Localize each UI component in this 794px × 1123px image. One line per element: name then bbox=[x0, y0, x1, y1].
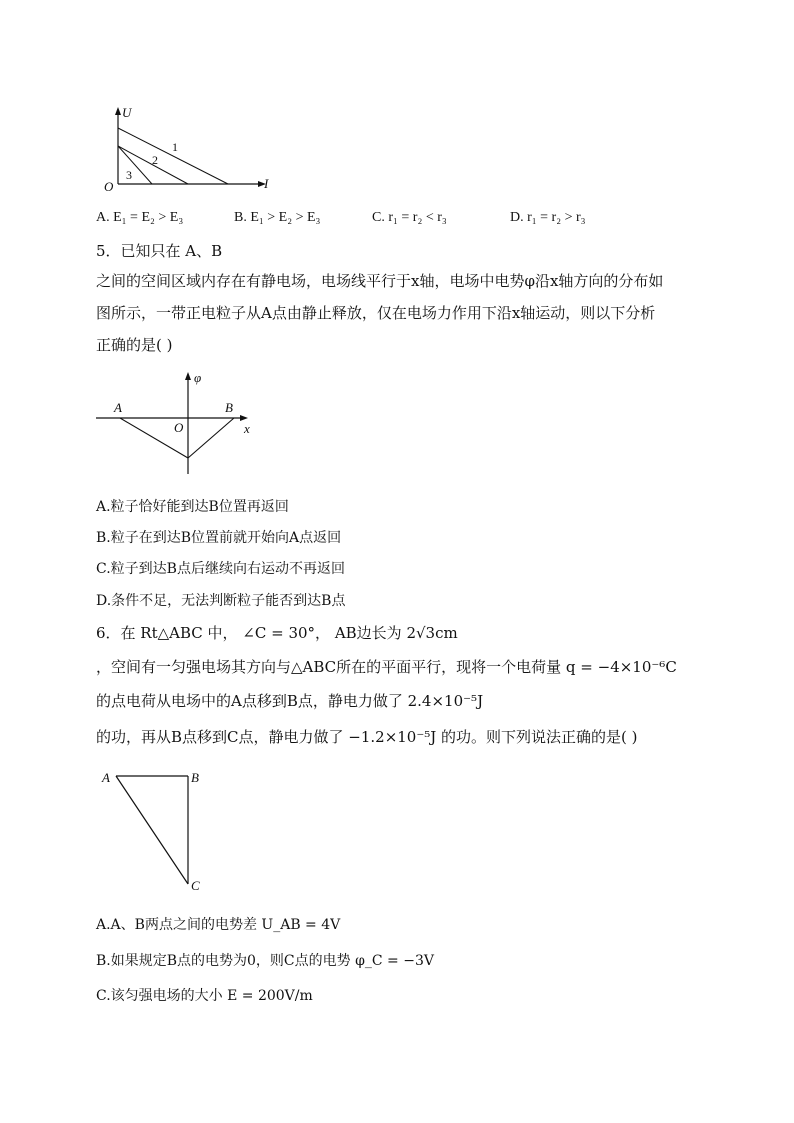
phi-label: φ bbox=[194, 370, 202, 385]
x-axis-label: x bbox=[244, 421, 250, 436]
q6-stem-line-3: 的点电荷从电场中的A点移到B点，静电力做了 2.4×10⁻⁵J bbox=[96, 692, 484, 710]
origin-label: O bbox=[104, 179, 114, 194]
curve-label-2: 2 bbox=[152, 153, 158, 167]
curve-label-3: 3 bbox=[126, 168, 132, 182]
q5-stem-line-3: 图所示，一带正电粒子从A点由静止释放，仅在电场力作用下沿x轴运动，则以下分析 bbox=[96, 304, 656, 322]
u-axis-label: U bbox=[122, 105, 132, 120]
curve-line-3 bbox=[118, 146, 152, 184]
q6-stem-line-1: 6．在 Rt△ABC 中， ∠C = 30°， AB边长为 2√3cm bbox=[96, 624, 458, 642]
point-a-label: A bbox=[114, 400, 122, 415]
q5-stem-line-2: 之间的空间区域内存在有静电场，电场线平行于x轴，电场中电势φ沿x轴方向的分布如 bbox=[96, 272, 664, 290]
point-b-label: B bbox=[225, 400, 233, 415]
q6-stem-line-4: 的功，再从B点移到C点，静电力做了 −1.2×10⁻⁵J 的功。则下列说法正确的是( ) bbox=[96, 728, 638, 746]
vertex-a-label: A bbox=[102, 770, 110, 785]
potential-graph-figure bbox=[94, 366, 264, 478]
q5-option-d[interactable]: D.条件不足，无法判断粒子能否到达B点 bbox=[96, 593, 346, 609]
vertex-c-label: C bbox=[191, 878, 200, 893]
q6-option-a[interactable]: A.A、B两点之间的电势差 U_AB = 4V bbox=[96, 917, 341, 933]
side-ac bbox=[116, 776, 188, 884]
q6-option-c[interactable]: C.该匀强电场的大小 E = 200V/m bbox=[96, 988, 313, 1004]
u-axis-arrow bbox=[115, 107, 121, 115]
q4-option-d[interactable]: D. r₁ = r₂ > r₃ bbox=[510, 210, 586, 225]
q4-option-a[interactable]: A. E₁ = E₂ > E₃ bbox=[96, 210, 184, 225]
q5-stem-line-1: 5．已知只在 A、B bbox=[96, 242, 223, 260]
q4-option-c[interactable]: C. r₁ = r₂ < r₃ bbox=[372, 210, 447, 225]
q4-option-b[interactable]: B. E₁ > E₂ > E₃ bbox=[234, 210, 321, 225]
phi-axis-arrow bbox=[185, 372, 191, 380]
vertex-b-label: B bbox=[191, 770, 199, 785]
q5-option-a[interactable]: A.粒子恰好能到达B位置再返回 bbox=[96, 499, 289, 515]
triangle-abc-figure bbox=[98, 766, 218, 896]
potential-segment-right bbox=[188, 418, 234, 458]
ui-graph-figure bbox=[100, 104, 280, 196]
q5-stem-line-4: 正确的是( ) bbox=[96, 336, 173, 354]
origin-label: O bbox=[174, 420, 184, 435]
curve-label-1: 1 bbox=[172, 140, 178, 154]
q5-option-b[interactable]: B.粒子在到达B位置前就开始向A点返回 bbox=[96, 530, 342, 546]
i-axis-label: I bbox=[264, 176, 269, 191]
q5-option-c[interactable]: C.粒子到达B点后继续向右运动不再返回 bbox=[96, 561, 345, 577]
q6-stem-line-2: ，空间有一匀强电场其方向与△ABC所在的平面平行，现将一个电荷量 q = −4×10⁻⁶C bbox=[96, 658, 677, 676]
q6-option-b[interactable]: B.如果规定B点的电势为0，则C点的电势 φ_C = −3V bbox=[96, 953, 434, 969]
